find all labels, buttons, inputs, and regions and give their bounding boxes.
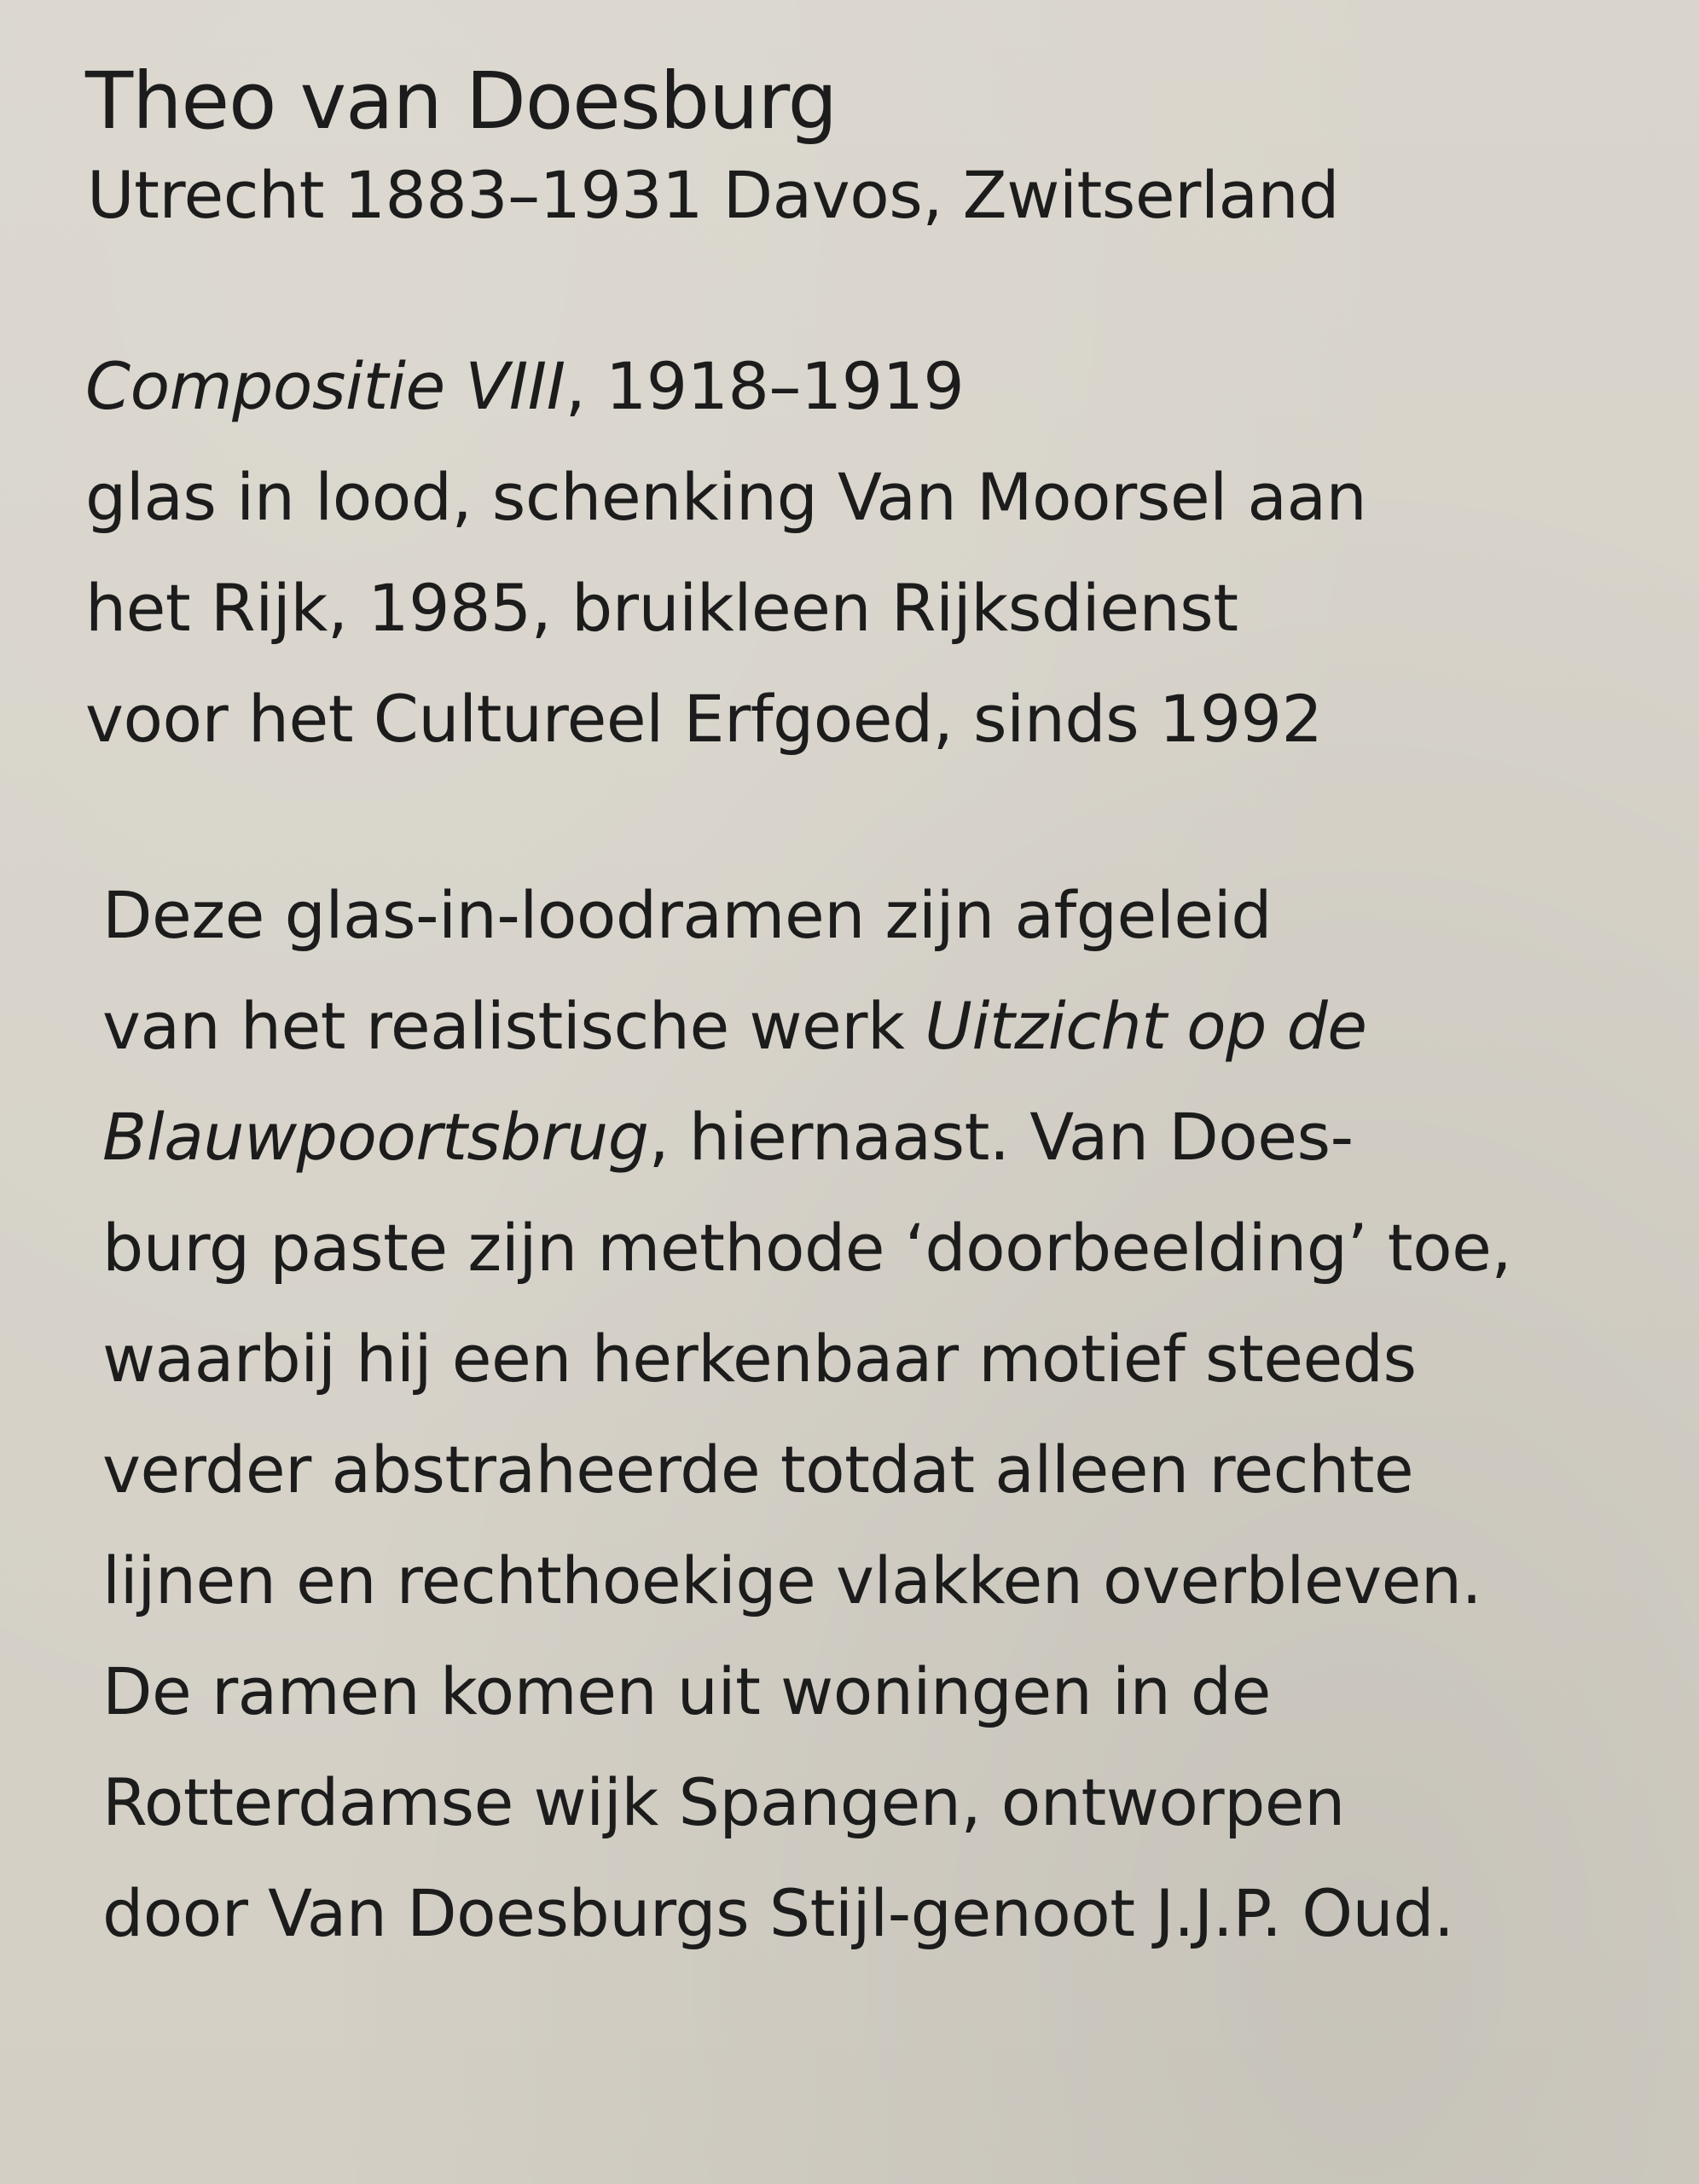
description-line: lijnen en rechthoekige vlakken overbleven. xyxy=(102,1542,1482,1618)
artist-name: Theo van Doesburg xyxy=(85,55,837,147)
description-line: De ramen komen uit woningen in de xyxy=(102,1653,1271,1729)
description-line: verder abstraheerde totdat alleen rechte xyxy=(102,1432,1414,1507)
artist-dates: Utrecht 1883–1931 Davos, Zwitserland xyxy=(87,157,1339,233)
description-text: van het realistische werk xyxy=(102,988,925,1064)
description-line: burg paste zijn methode ‘doorbeelding’ toe, xyxy=(102,1210,1512,1286)
museum-label xyxy=(85,51,1655,1969)
description-text: , hiernaast. Van Does- xyxy=(648,1099,1354,1175)
related-work-title: Uitzicht op de xyxy=(925,988,1367,1064)
work-title-line xyxy=(85,331,1655,442)
work-title: Compositie VIII xyxy=(85,348,565,424)
description-line: door Van Doesburgs Stijl-genoot J.J.P. Oud. xyxy=(102,1875,1454,1951)
work-credit-line: het Rijk, 1985, bruikleen Rijksdienst xyxy=(85,570,1238,646)
description-line: Deze glas-in-loodramen zijn afgeleid xyxy=(102,877,1273,953)
related-work-title: Blauwpoortsbrug xyxy=(102,1099,649,1175)
description xyxy=(102,860,1655,1969)
work-credit-line: glas in lood, schenking Van Moorsel aan xyxy=(85,459,1367,535)
work-credit-line: voor het Cultureel Erfgoed, sinds 1992 xyxy=(85,681,1323,757)
description-line: waarbij hij een herkenbaar motief steeds xyxy=(102,1321,1417,1397)
description-line xyxy=(102,1082,1655,1193)
work-year: , 1918–1919 xyxy=(565,348,965,424)
description-line xyxy=(102,971,1655,1082)
work-details xyxy=(85,331,1655,775)
description-line: Rotterdamse wijk Spangen, ontworpen xyxy=(102,1764,1345,1840)
